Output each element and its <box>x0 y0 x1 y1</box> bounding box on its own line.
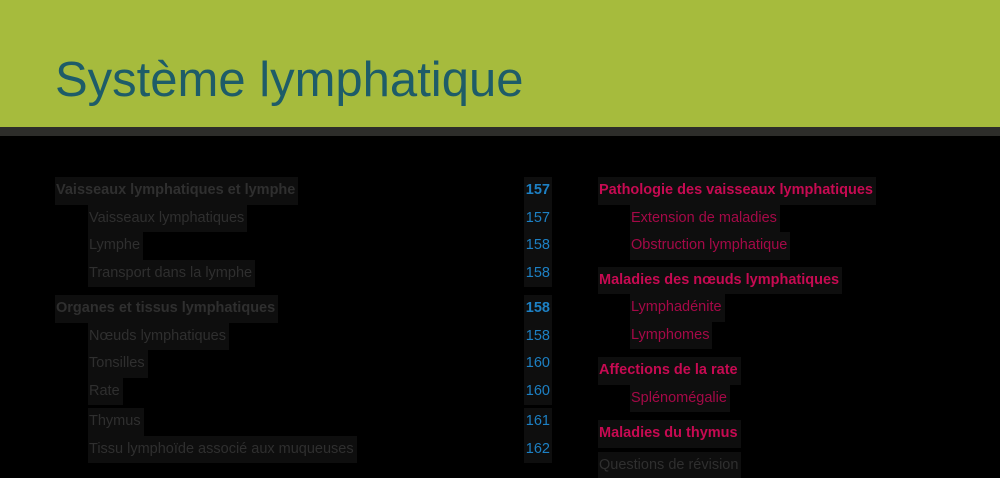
toc-entry <box>598 420 958 448</box>
toc-entry <box>55 295 552 323</box>
toc-entry-label: Vaisseaux lymphatiques et lymphe <box>55 177 298 205</box>
toc-entry-page: 158 <box>524 232 552 260</box>
toc-entry-label: Maladies des nœuds lymphatiques <box>598 267 842 295</box>
toc-entry-label: Vaisseaux lymphatiques <box>88 205 247 233</box>
toc-entry-page: 162 <box>524 436 552 464</box>
toc-entry-label: Tissu lymphoïde associé aux muqueuses <box>88 436 357 464</box>
toc-entry <box>598 385 958 413</box>
banner-divider <box>0 127 1000 136</box>
toc-entry-label: Extension de maladies <box>630 205 780 233</box>
toc-entry-page: 160 <box>524 350 552 378</box>
toc-entry-label: Questions de révision <box>598 452 741 480</box>
toc-entry-page: 158 <box>524 295 552 323</box>
toc-entry-page: 161 <box>524 408 552 436</box>
toc-entry <box>598 267 958 295</box>
toc-entry-label: Organes et tissus lymphatiques <box>55 295 278 323</box>
toc-entry-label: Obstruction lymphatique <box>630 232 790 260</box>
toc-entry <box>55 260 552 288</box>
toc-entry <box>55 323 552 351</box>
toc-column-right <box>598 177 958 479</box>
toc-entry-label: Rate <box>88 378 123 406</box>
table-of-contents <box>0 136 1000 478</box>
toc-entry <box>55 232 552 260</box>
toc-entry-page: 158 <box>524 260 552 288</box>
toc-entry <box>598 205 958 233</box>
toc-entry <box>598 322 958 350</box>
chapter-banner <box>0 0 1000 127</box>
toc-entry-page: 157 <box>524 177 552 205</box>
toc-entry <box>55 436 552 464</box>
toc-entry <box>598 232 958 260</box>
toc-entry <box>598 294 958 322</box>
toc-entry-label: Affections de la rate <box>598 357 741 385</box>
toc-entry <box>55 378 552 406</box>
toc-entry-label: Transport dans la lymphe <box>88 260 255 288</box>
toc-entry-page: 160 <box>524 378 552 406</box>
toc-entry-label: Splénomégalie <box>630 385 730 413</box>
toc-entry <box>598 357 958 385</box>
toc-entry-label: Lymphadénite <box>630 294 725 322</box>
toc-entry <box>598 177 958 205</box>
toc-entry-label: Maladies du thymus <box>598 420 741 448</box>
toc-entry-label: Lymphomes <box>630 322 712 350</box>
toc-column-left <box>55 177 552 463</box>
page-title: Système lymphatique <box>55 53 524 107</box>
toc-entry-page: 158 <box>524 323 552 351</box>
toc-entry <box>55 205 552 233</box>
toc-entry <box>55 408 552 436</box>
toc-entry <box>55 177 552 205</box>
toc-entry-label: Tonsilles <box>88 350 148 378</box>
toc-entry-page: 157 <box>524 205 552 233</box>
toc-entry-label: Pathologie des vaisseaux lymphatiques <box>598 177 876 205</box>
toc-entry-label: Thymus <box>88 408 144 436</box>
toc-entry <box>55 350 552 378</box>
toc-entry-label: Lymphe <box>88 232 143 260</box>
toc-entry <box>598 452 958 480</box>
toc-entry-label: Nœuds lymphatiques <box>88 323 229 351</box>
